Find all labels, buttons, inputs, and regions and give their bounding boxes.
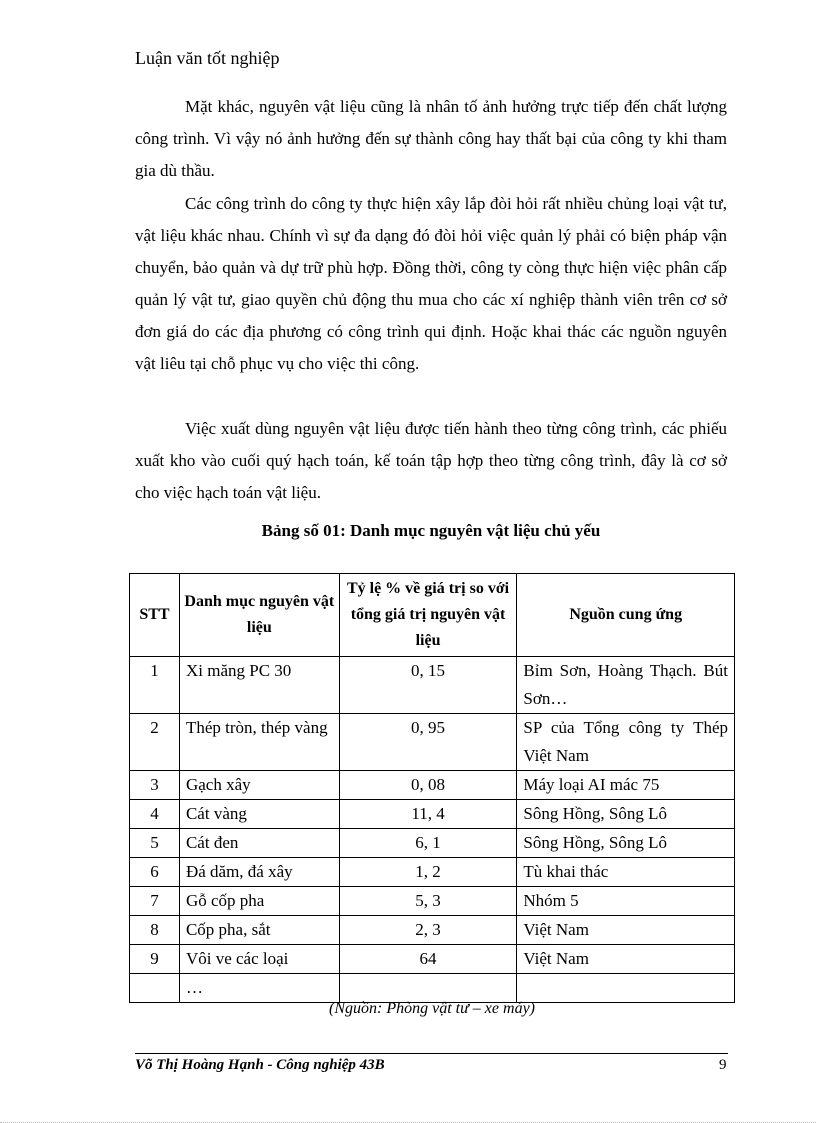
cell-source: Việt Nam [517,945,735,974]
cell-source: Bỉm Sơn, Hoàng Thạch. Bút Sơn… [517,657,735,714]
table-row [130,771,735,800]
table-row [130,800,735,829]
table-row [130,858,735,887]
table-source-note: (Nguồn: Phòng vật tư – xe máy) [328,1000,535,1017]
paragraph-2: Các công trình do công ty thực hiện xây lắp đòi hỏi rất nhiều chủng loại vật tư, vật liệu khác nhau. Chính vì sự đa dạng đó đòi hỏi việc quản lý phải có biện pháp vận chuyển, bảo quản và dự trữ phù hợp. Đồng thời, công ty còng thực hiện việc phân cấp quản lý vật tư, giao quyền chủ động thu mua cho các xí nghiệp thành viên trên cơ sở đơn giá do các địa phương có công trình qui định. Hoặc khai thác các nguồn nguyên vật liêu tại chỗ phục vụ cho việc thi công. [135,194,727,373]
cell-material-name: Thép tròn, thép vàng [179,714,339,771]
footer-divider [135,1053,728,1054]
table-row [130,916,735,945]
cell-source: Việt Nam [517,916,735,945]
cell-material-name: Xi măng PC 30 [179,657,339,714]
cell-stt: 9 [130,945,180,974]
table-header-row [130,574,735,657]
cell-source: Nhóm 5 [517,887,735,916]
header-stt: STT [130,574,180,657]
cell-ratio: 0, 08 [339,771,517,800]
header-value-ratio: Tỷ lệ % về giá trị so với tổng giá trị nguyên vật liệu [339,574,517,657]
cell-ratio: 64 [339,945,517,974]
cell-material-name: Vôi ve các loại [179,945,339,974]
cell-ratio: 0, 15 [339,657,517,714]
footer-author: Võ Thị Hoàng Hạnh - Công nghiệp 43B [135,1057,385,1073]
cell-stt: 2 [130,714,180,771]
cell-stt: 7 [130,887,180,916]
header-material-name: Danh mục nguyên vật liệu [179,574,339,657]
cell-ratio: 1, 2 [339,858,517,887]
table-row [130,945,735,974]
cell-ratio: 11, 4 [339,800,517,829]
cell-material-name: Đá dăm, đá xây [179,858,339,887]
cell-source [517,974,735,1003]
materials-table [129,573,735,1003]
paragraph-3: Việc xuất dùng nguyên vật liệu được tiến hành theo từng công trình, các phiếu xuất kho vào cuối quý hạch toán, kế toán tập hợp theo từng công trình, đây là cơ sở cho việc hạch toán vật liệu. [135,419,727,502]
cell-material-name: Gỗ cốp pha [179,887,339,916]
cell-source: SP của Tổng công ty Thép Việt Nam [517,714,735,771]
cell-source: Máy loại AI mác 75 [517,771,735,800]
table-row [130,657,735,714]
cell-stt: 3 [130,771,180,800]
cell-material-name: Cát vàng [179,800,339,829]
cell-stt: 4 [130,800,180,829]
header-supply-source: Nguồn cung ứng [517,574,735,657]
cell-material-name: Cốp pha, sắt [179,916,339,945]
cell-stt: 8 [130,916,180,945]
cell-ratio: 6, 1 [339,829,517,858]
cell-source: Sông Hồng, Sông Lô [517,800,735,829]
table-title: Bảng số 01: Danh mục nguyên vật liệu chủ yếu [261,521,601,540]
table-row [130,829,735,858]
cell-ratio [339,974,517,1003]
table-row [130,714,735,771]
cell-source: Tù khai thác [517,858,735,887]
cell-material-name: Gạch xây [179,771,339,800]
cell-material-name: … [179,974,339,1003]
running-header: Luận văn tốt nghiệp [135,48,280,68]
cell-stt: 5 [130,829,180,858]
cell-source: Sông Hồng, Sông Lô [517,829,735,858]
table-row [130,974,735,1003]
cell-stt: 1 [130,657,180,714]
cell-material-name: Cát đen [179,829,339,858]
cell-ratio: 0, 95 [339,714,517,771]
cell-stt: 6 [130,858,180,887]
cell-ratio: 2, 3 [339,916,517,945]
cell-ratio: 5, 3 [339,887,517,916]
cell-stt [130,974,180,1003]
page-number: 9 [719,1057,727,1073]
paragraph-1: Mặt khác, nguyên vật liệu cũng là nhân tố ảnh hưởng trực tiếp đến chất lượng công trình. Vì vậy nó ảnh hưởng đến sự thành công hay thất bại của công ty khi tham gia dù thầu. [135,97,727,180]
table-row [130,887,735,916]
